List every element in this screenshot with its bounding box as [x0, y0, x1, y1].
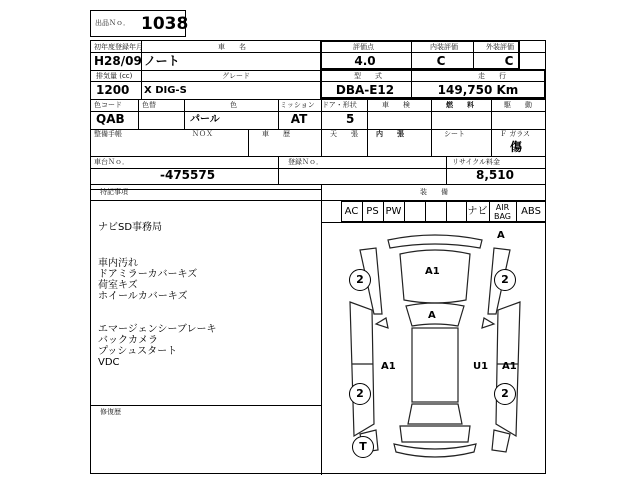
score-value: 4.0 [354, 54, 376, 68]
notes-item: バックカメラ [98, 335, 158, 346]
color-type-label: 色替 [142, 101, 156, 109]
recycle-label: リサイクル料金 [452, 158, 501, 166]
grade-label: グレード [222, 72, 250, 80]
type-label: 型 式 [354, 72, 382, 80]
interior-top-label: 内 張 [376, 130, 404, 138]
notes-item: ホイールカバーキズ [98, 291, 188, 302]
equipment-label: 装 備 [420, 188, 448, 196]
damage-top: A [497, 230, 505, 241]
damage-right-door: U1 [473, 361, 489, 372]
score-label: 評価点 [353, 43, 374, 51]
interior-value: C [436, 54, 446, 68]
equip-blank-2 [425, 201, 446, 222]
notes-item: ドアミラーカバーキズ [98, 269, 198, 280]
doors-label: ドア・形状 [322, 101, 357, 109]
wheel-rear-right: 2 [494, 383, 516, 405]
doors-value: 5 [346, 112, 355, 126]
notes-item: エマージェンシーブレーキ [98, 324, 217, 335]
car-name: ノート [144, 54, 180, 68]
nox-label: ＮＯＸ [192, 130, 213, 138]
mileage-value: 149,750 Km [437, 83, 519, 97]
type-value: DBA-E12 [335, 83, 395, 97]
damage-right-rear: A1 [502, 361, 517, 372]
reg-label: 登録Ｎｏ． [288, 158, 323, 166]
chassis-label: 車台Ｎｏ． [94, 158, 129, 166]
lot-label: 出品Ｎｏ． [95, 19, 130, 27]
year-value: H28/09 [94, 54, 142, 68]
color-value: パール [190, 114, 220, 125]
wheel-front-left: 2 [349, 269, 371, 291]
color-code-label: 色コード [94, 101, 122, 109]
notes-item: 車内汚れ [98, 258, 138, 269]
equip-airbag: AIR BAG [493, 203, 512, 221]
damage-left-door: A1 [381, 361, 396, 372]
car-diagram [330, 224, 540, 472]
notes-item: プッシュスタート [98, 346, 178, 357]
chassis-value: -475575 [160, 168, 216, 182]
notes-item: VDC [98, 357, 120, 368]
notes-block-3 [98, 324, 216, 368]
equip-abs: ABS [521, 206, 541, 217]
exterior-value: C [504, 54, 514, 68]
notes-line-1: ナビSD事務局 [98, 222, 163, 233]
trunk-marker: T [352, 436, 374, 458]
color-code-value: QAB [96, 112, 125, 126]
mileage-label: 走 行 [478, 72, 506, 80]
exterior-label: 外装評価 [486, 43, 514, 51]
damage-roof: A [428, 310, 436, 321]
lot-box [90, 10, 189, 37]
glass-value: 傷 [510, 140, 523, 154]
year-label: 初年度登録年月 [94, 43, 143, 51]
manual-label: 整備手帳 [94, 130, 122, 138]
repair-label: 修復歴 [100, 408, 121, 416]
cc-label: 排気量 (cc) [96, 72, 133, 80]
drive-label: 駆 動 [504, 101, 532, 109]
equip-pw: PW [385, 206, 402, 217]
notes-item: 荷室キズ [98, 280, 138, 291]
equip-ac: AC [344, 206, 359, 217]
history-label: 車 歴 [262, 130, 290, 138]
name-label: 車 名 [218, 43, 246, 51]
interior-label: 内装評価 [430, 43, 458, 51]
notes-label: 特記事項 [100, 188, 128, 196]
inspection-label: 車 検 [382, 101, 410, 109]
equip-blank-1 [404, 201, 425, 222]
equip-ps: PS [366, 206, 379, 217]
grade-value: X DIG-S [144, 85, 187, 96]
notes-block-2 [98, 258, 197, 302]
fuel-label: 燃 料 [446, 101, 474, 109]
mission-value: AT [290, 112, 308, 126]
recycle-value: 8,510 [476, 168, 514, 182]
equip-navi: ナビ [467, 206, 488, 217]
roof-label: 天 張 [330, 130, 358, 138]
wheel-rear-left: 2 [349, 383, 371, 405]
seat-label: シート [444, 130, 465, 138]
mission-label: ミッション [280, 101, 315, 109]
color-label: 色 [230, 101, 237, 109]
wheel-front-right: 2 [494, 269, 516, 291]
glass-label: Ｆ ガラス [500, 130, 531, 138]
damage-hood: A1 [425, 266, 440, 277]
cc-value: 1200 [96, 83, 130, 97]
lot-number: 1038 [141, 14, 189, 34]
